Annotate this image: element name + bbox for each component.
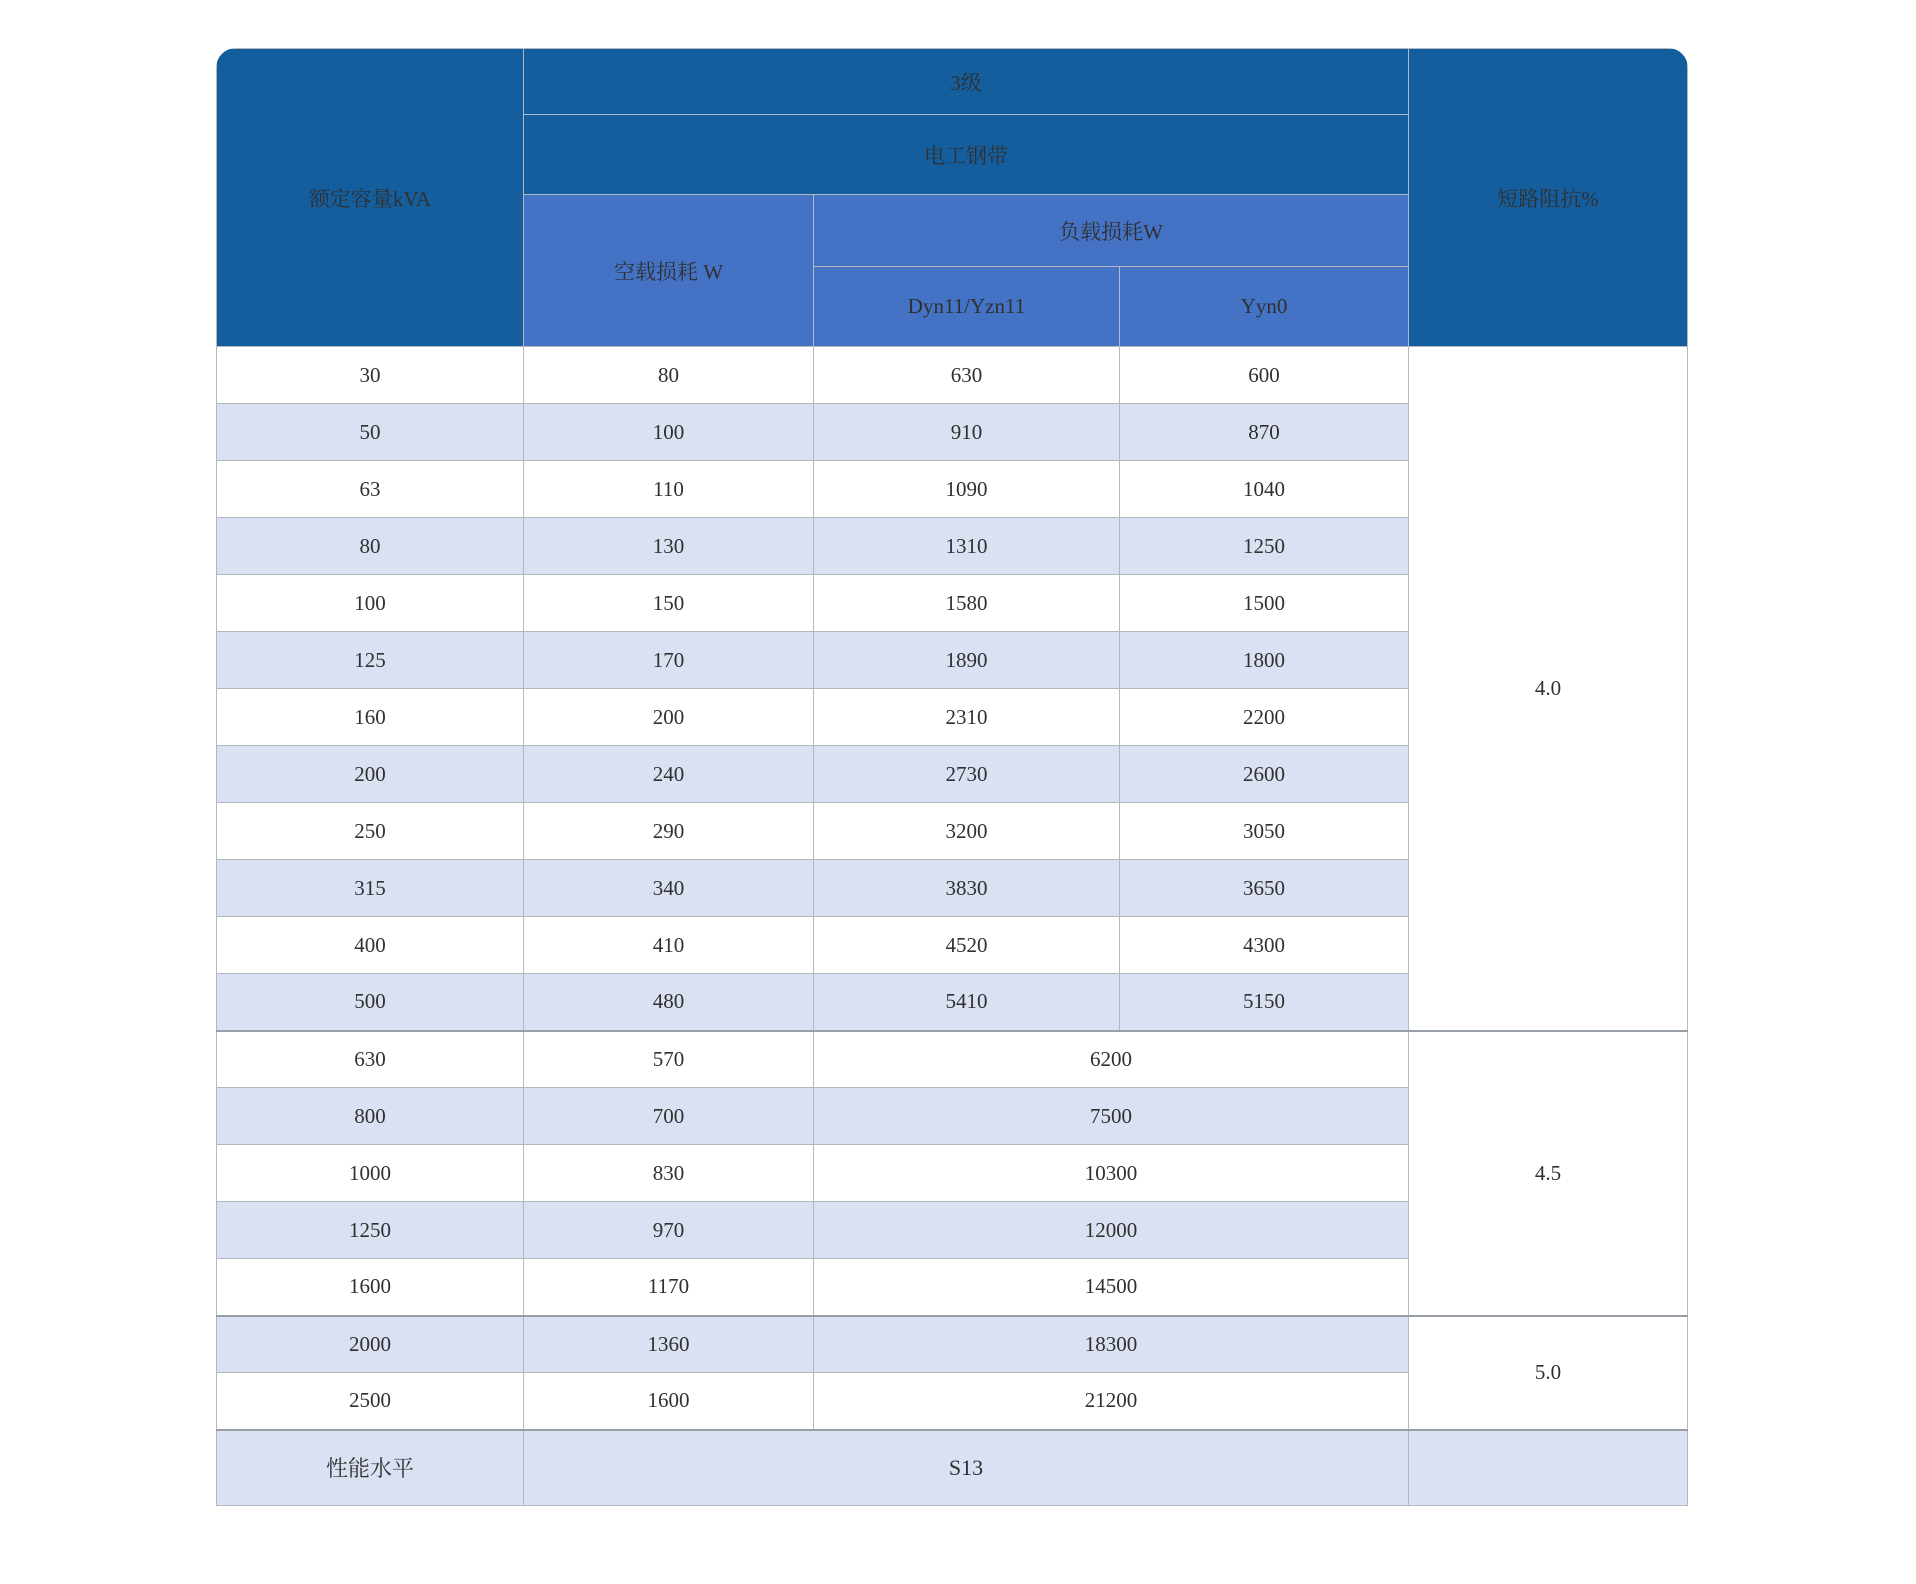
- cell-load-loss-merged: 21200: [814, 1373, 1409, 1430]
- cell-load-loss-yyn: 1800: [1120, 632, 1409, 689]
- transformer-spec-table: [216, 48, 1688, 1506]
- cell-load-loss-dyn: 1580: [814, 575, 1120, 632]
- cell-capacity: 1250: [217, 1202, 524, 1259]
- cell-capacity: 100: [217, 575, 524, 632]
- cell-load-loss-yyn: 870: [1120, 404, 1409, 461]
- cell-no-load-loss: 100: [524, 404, 814, 461]
- cell-capacity: 30: [217, 347, 524, 404]
- cell-no-load-loss: 1170: [524, 1259, 814, 1316]
- cell-load-loss-merged: 7500: [814, 1088, 1409, 1145]
- cell-no-load-loss: 170: [524, 632, 814, 689]
- cell-capacity: 63: [217, 461, 524, 518]
- footer-row: [217, 1430, 1688, 1506]
- cell-load-loss-yyn: 600: [1120, 347, 1409, 404]
- cell-load-loss-dyn: 2730: [814, 746, 1120, 803]
- cell-no-load-loss: 340: [524, 860, 814, 917]
- cell-capacity: 160: [217, 689, 524, 746]
- header-row-level: [217, 49, 1688, 115]
- cell-no-load-loss: 1360: [524, 1316, 814, 1373]
- cell-load-loss-dyn: 910: [814, 404, 1120, 461]
- footer-performance-level: S13: [524, 1430, 1409, 1506]
- cell-no-load-loss: 410: [524, 917, 814, 974]
- cell-load-loss-merged: 6200: [814, 1031, 1409, 1088]
- cell-load-loss-dyn: 1890: [814, 632, 1120, 689]
- cell-load-loss-yyn: 1040: [1120, 461, 1409, 518]
- cell-capacity: 400: [217, 917, 524, 974]
- cell-load-loss-dyn: 3200: [814, 803, 1120, 860]
- cell-load-loss-merged: 14500: [814, 1259, 1409, 1316]
- cell-capacity: 800: [217, 1088, 524, 1145]
- cell-capacity: 200: [217, 746, 524, 803]
- cell-load-loss-yyn: 3050: [1120, 803, 1409, 860]
- cell-no-load-loss: 130: [524, 518, 814, 575]
- cell-load-loss-yyn: 1500: [1120, 575, 1409, 632]
- spec-table: [216, 48, 1688, 1506]
- header-dyn11-yzn11: Dyn11/Yzn11: [814, 267, 1120, 347]
- table-row: [217, 1031, 1688, 1088]
- cell-capacity: 2500: [217, 1373, 524, 1430]
- cell-load-loss-merged: 18300: [814, 1316, 1409, 1373]
- cell-capacity: 50: [217, 404, 524, 461]
- cell-no-load-loss: 970: [524, 1202, 814, 1259]
- cell-capacity: 2000: [217, 1316, 524, 1373]
- cell-load-loss-dyn: 1310: [814, 518, 1120, 575]
- cell-capacity: 630: [217, 1031, 524, 1088]
- cell-no-load-loss: 110: [524, 461, 814, 518]
- cell-capacity: 80: [217, 518, 524, 575]
- cell-no-load-loss: 200: [524, 689, 814, 746]
- footer-label: 性能水平: [217, 1430, 524, 1506]
- cell-load-loss-yyn: 3650: [1120, 860, 1409, 917]
- cell-load-loss-dyn: 1090: [814, 461, 1120, 518]
- cell-load-loss-merged: 10300: [814, 1145, 1409, 1202]
- cell-impedance: 4.5: [1409, 1031, 1688, 1316]
- cell-no-load-loss: 700: [524, 1088, 814, 1145]
- cell-capacity: 250: [217, 803, 524, 860]
- cell-load-loss-dyn: 2310: [814, 689, 1120, 746]
- cell-impedance: 5.0: [1409, 1316, 1688, 1430]
- cell-capacity: 500: [217, 974, 524, 1031]
- cell-no-load-loss: 570: [524, 1031, 814, 1088]
- cell-load-loss-yyn: 1250: [1120, 518, 1409, 575]
- cell-load-loss-yyn: 2200: [1120, 689, 1409, 746]
- footer-impedance-empty: [1409, 1430, 1688, 1506]
- header-no-load-loss: 空载损耗 W: [524, 195, 814, 347]
- header-load-loss: 负载损耗W: [814, 195, 1409, 267]
- cell-load-loss-dyn: 630: [814, 347, 1120, 404]
- table-row: [217, 347, 1688, 404]
- cell-load-loss-merged: 12000: [814, 1202, 1409, 1259]
- cell-load-loss-dyn: 5410: [814, 974, 1120, 1031]
- cell-impedance: 4.0: [1409, 347, 1688, 1031]
- cell-no-load-loss: 1600: [524, 1373, 814, 1430]
- cell-no-load-loss: 80: [524, 347, 814, 404]
- cell-load-loss-yyn: 2600: [1120, 746, 1409, 803]
- cell-load-loss-dyn: 4520: [814, 917, 1120, 974]
- header-rated-capacity: 额定容量kVA: [217, 49, 524, 347]
- header-impedance: 短路阻抗%: [1409, 49, 1688, 347]
- cell-load-loss-dyn: 3830: [814, 860, 1120, 917]
- header-steel-strip: 电工钢带: [524, 115, 1409, 195]
- cell-no-load-loss: 290: [524, 803, 814, 860]
- cell-load-loss-yyn: 4300: [1120, 917, 1409, 974]
- cell-load-loss-yyn: 5150: [1120, 974, 1409, 1031]
- cell-no-load-loss: 150: [524, 575, 814, 632]
- cell-capacity: 1600: [217, 1259, 524, 1316]
- header-level-3: 3级: [524, 49, 1409, 115]
- cell-no-load-loss: 830: [524, 1145, 814, 1202]
- cell-capacity: 315: [217, 860, 524, 917]
- cell-no-load-loss: 240: [524, 746, 814, 803]
- cell-no-load-loss: 480: [524, 974, 814, 1031]
- cell-capacity: 1000: [217, 1145, 524, 1202]
- cell-capacity: 125: [217, 632, 524, 689]
- table-row: [217, 1316, 1688, 1373]
- header-yyn0: Yyn0: [1120, 267, 1409, 347]
